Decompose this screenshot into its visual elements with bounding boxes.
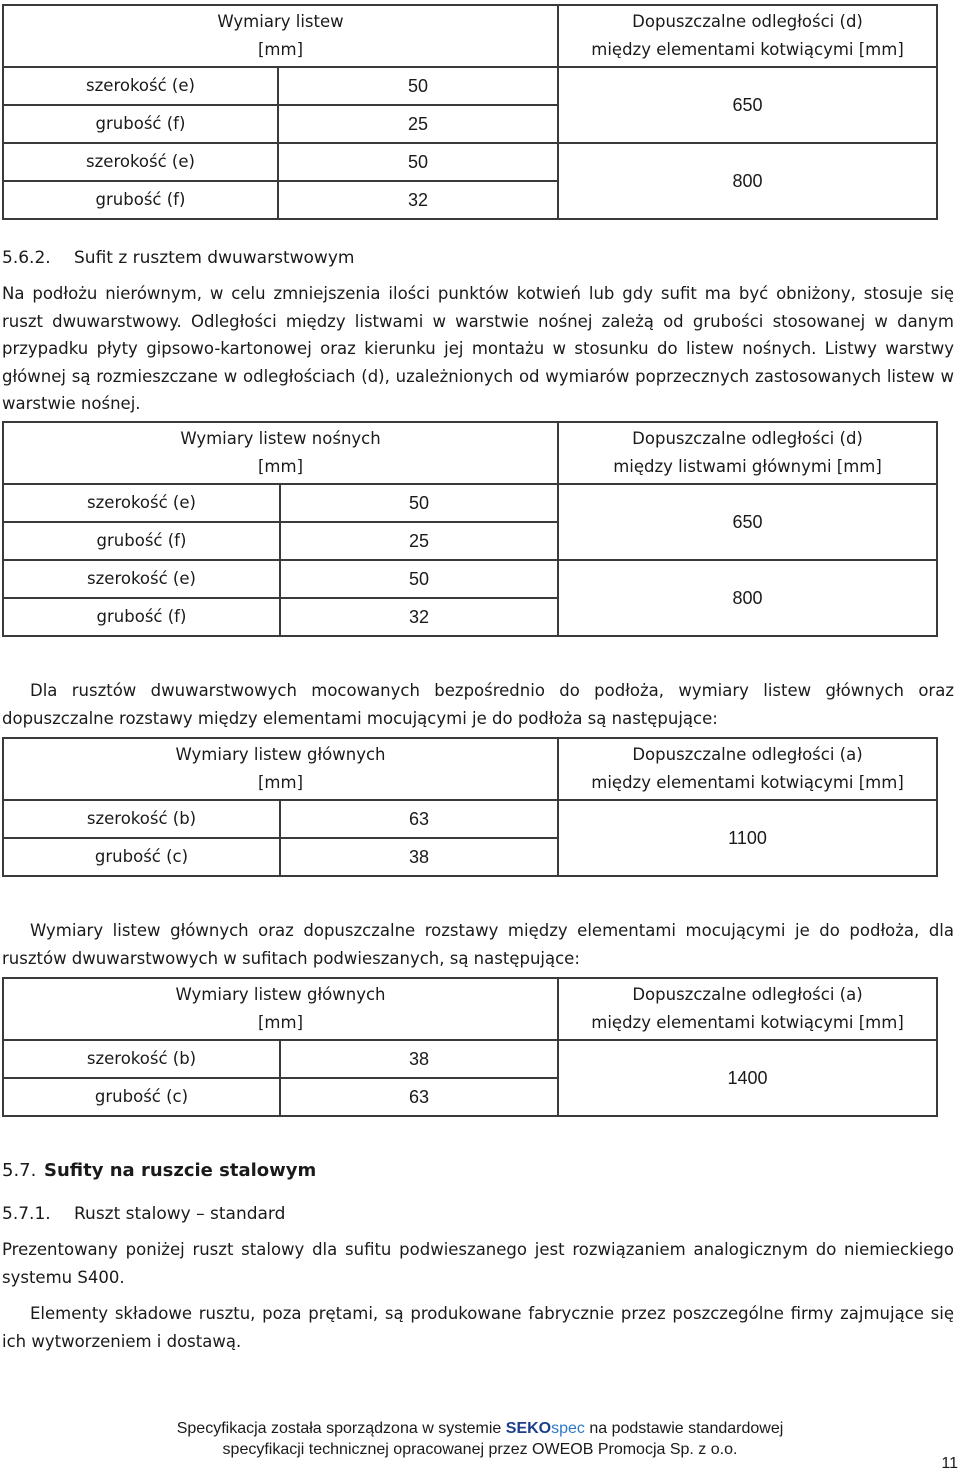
table3-head-left	[3, 738, 558, 800]
table-row-value: 63	[280, 1078, 558, 1116]
table4-head-right-line1: Dopuszczalne odległości (a)	[632, 985, 863, 1004]
table-row-label: grubość (c)	[3, 838, 280, 876]
table-row-label: szerokość (e)	[3, 143, 278, 181]
section-number: 5.6.2.	[2, 248, 51, 268]
table4-head-left	[3, 978, 558, 1040]
table4-head-right	[558, 978, 937, 1040]
table-row-value: 50	[278, 67, 558, 105]
table4-distance: 1400	[558, 1040, 937, 1116]
table2-head-left	[3, 422, 558, 484]
table4-head-right-line2: między elementami kotwiącymi [mm]	[591, 1013, 904, 1032]
table-dimensions-4	[2, 977, 938, 1117]
table1-distance-2: 800	[558, 143, 937, 219]
brand-spec: spec	[551, 1420, 585, 1437]
table2-head-right-line1: Dopuszczalne odległości (d)	[632, 429, 863, 448]
table-row-label: grubość (f)	[3, 181, 278, 219]
table4-head-left-line2: [mm]	[257, 1013, 304, 1032]
table2-distance-1: 650	[558, 484, 937, 560]
paragraph-5: Elementy składowe rusztu, poza prętami, są produkowane fabrycznie przez poszczególne firmy zajmujące się ich wytworzeniem i dostawą.	[2, 1304, 954, 1351]
paragraph-4: Prezentowany poniżej ruszt stalowy dla sufitu podwieszanego jest rozwiązaniem analogicznym do niemieckiego systemu S400.	[2, 1240, 954, 1287]
table-row-label: grubość (f)	[3, 598, 280, 636]
section-number: 5.7.1.	[2, 1204, 51, 1224]
section-title: Ruszt stalowy – standard	[74, 1204, 286, 1224]
table-row-value: 50	[280, 484, 558, 522]
table-row-label: szerokość (e)	[3, 484, 280, 522]
section-heading-5-6-2	[2, 248, 354, 268]
section-title: Sufit z rusztem dwuwarstwowym	[74, 248, 355, 268]
footer-text: na podstawie standardowej	[589, 1420, 784, 1437]
table-row-value: 32	[278, 181, 558, 219]
table1-head-right	[558, 5, 937, 67]
table2-distance-2: 800	[558, 560, 937, 636]
table3-head-right-line1: Dopuszczalne odległości (a)	[632, 745, 863, 764]
table3-distance: 1100	[558, 800, 937, 876]
table-row-value: 32	[280, 598, 558, 636]
table-row-value: 25	[278, 105, 558, 143]
table1-head-left	[3, 5, 558, 67]
table-row-value: 38	[280, 838, 558, 876]
footer-line-1	[0, 1418, 960, 1439]
table3-head-left-line2: [mm]	[257, 773, 304, 792]
table-row-label: szerokość (b)	[3, 800, 280, 838]
paragraph-3: Wymiary listew głównych oraz dopuszczalne rozstawy między elementami mocującymi je do podłoża, dla rusztów dwuwarstwowych w sufitach podwieszanych, są następujące:	[2, 921, 954, 968]
section-title: Sufity na ruszcie stalowym	[44, 1160, 317, 1181]
sekospec-logo	[506, 1420, 585, 1437]
table-dimensions-2	[2, 421, 938, 637]
table-row-label: szerokość (b)	[3, 1040, 280, 1078]
table-row-value: 50	[280, 560, 558, 598]
section-number: 5.7.	[2, 1160, 37, 1181]
table-row-value: 50	[278, 143, 558, 181]
table-row-label: szerokość (e)	[3, 560, 280, 598]
section-heading-5-7-1	[2, 1204, 285, 1224]
table1-head-left-line2: [mm]	[257, 40, 304, 59]
table2-head-left-line2: [mm]	[257, 457, 304, 476]
table-row-value: 38	[280, 1040, 558, 1078]
table1-head-right-line1: Dopuszczalne odległości (d)	[632, 12, 863, 31]
table1-distance-1: 650	[558, 67, 937, 143]
table3-head-right	[558, 738, 937, 800]
table2-head-right	[558, 422, 937, 484]
page-number: 11	[941, 1455, 958, 1472]
table3-head-right-line2: między elementami kotwiącymi [mm]	[591, 773, 904, 792]
table-dimensions-3	[2, 737, 938, 877]
brand-seko: SEKO	[505, 1420, 552, 1437]
table-row-label: grubość (f)	[3, 105, 278, 143]
footer-text: Specyfikacja została sporządzona w systemie	[176, 1420, 502, 1437]
table2-head-left-line1: Wymiary listew nośnych	[180, 429, 381, 448]
section-heading-5-7	[2, 1160, 316, 1181]
footer-line-2: specyfikacji technicznej opracowanej przez OWEOB Promocja Sp. z o.o.	[222, 1441, 738, 1458]
table3-head-left-line1: Wymiary listew głównych	[175, 745, 386, 764]
table-row-value: 63	[280, 800, 558, 838]
paragraph-2: Dla rusztów dwuwarstwowych mocowanych bezpośrednio do podłoża, wymiary listew głównych oraz dopuszczalne rozstawy między elementami mocującymi je do podłoża są następujące:	[2, 681, 954, 728]
table4-head-left-line1: Wymiary listew głównych	[175, 985, 386, 1004]
table1-head-left-line1: Wymiary listew	[217, 12, 344, 31]
table-dimensions-1	[2, 4, 938, 220]
table-row-label: grubość (c)	[3, 1078, 280, 1116]
table-row-label: grubość (f)	[3, 522, 280, 560]
table1-head-right-line2: między elementami kotwiącymi [mm]	[591, 40, 904, 59]
table2-head-right-line2: między listwami głównymi [mm]	[613, 457, 882, 476]
page-footer	[0, 1418, 960, 1460]
table-row-value: 25	[280, 522, 558, 560]
table-row-label: szerokość (e)	[3, 67, 278, 105]
paragraph-1: Na podłożu nierównym, w celu zmniejszenia ilości punktów kotwień lub gdy sufit ma być obniżony, stosuje się ruszt dwuwarstwowy. Odległości między listwami w warstwie nośnej zależą od grubości stosowanej w danym przypadku płyty gipsowo-kartonowej oraz kierunku jej montażu w stosunku do listew nośnych. Listwy warstwy głównej są rozmieszczane w odległościach (d), uzależnionych od wymiarów poprzecznych zastosowanych listew w warstwie nośnej.	[2, 284, 954, 413]
